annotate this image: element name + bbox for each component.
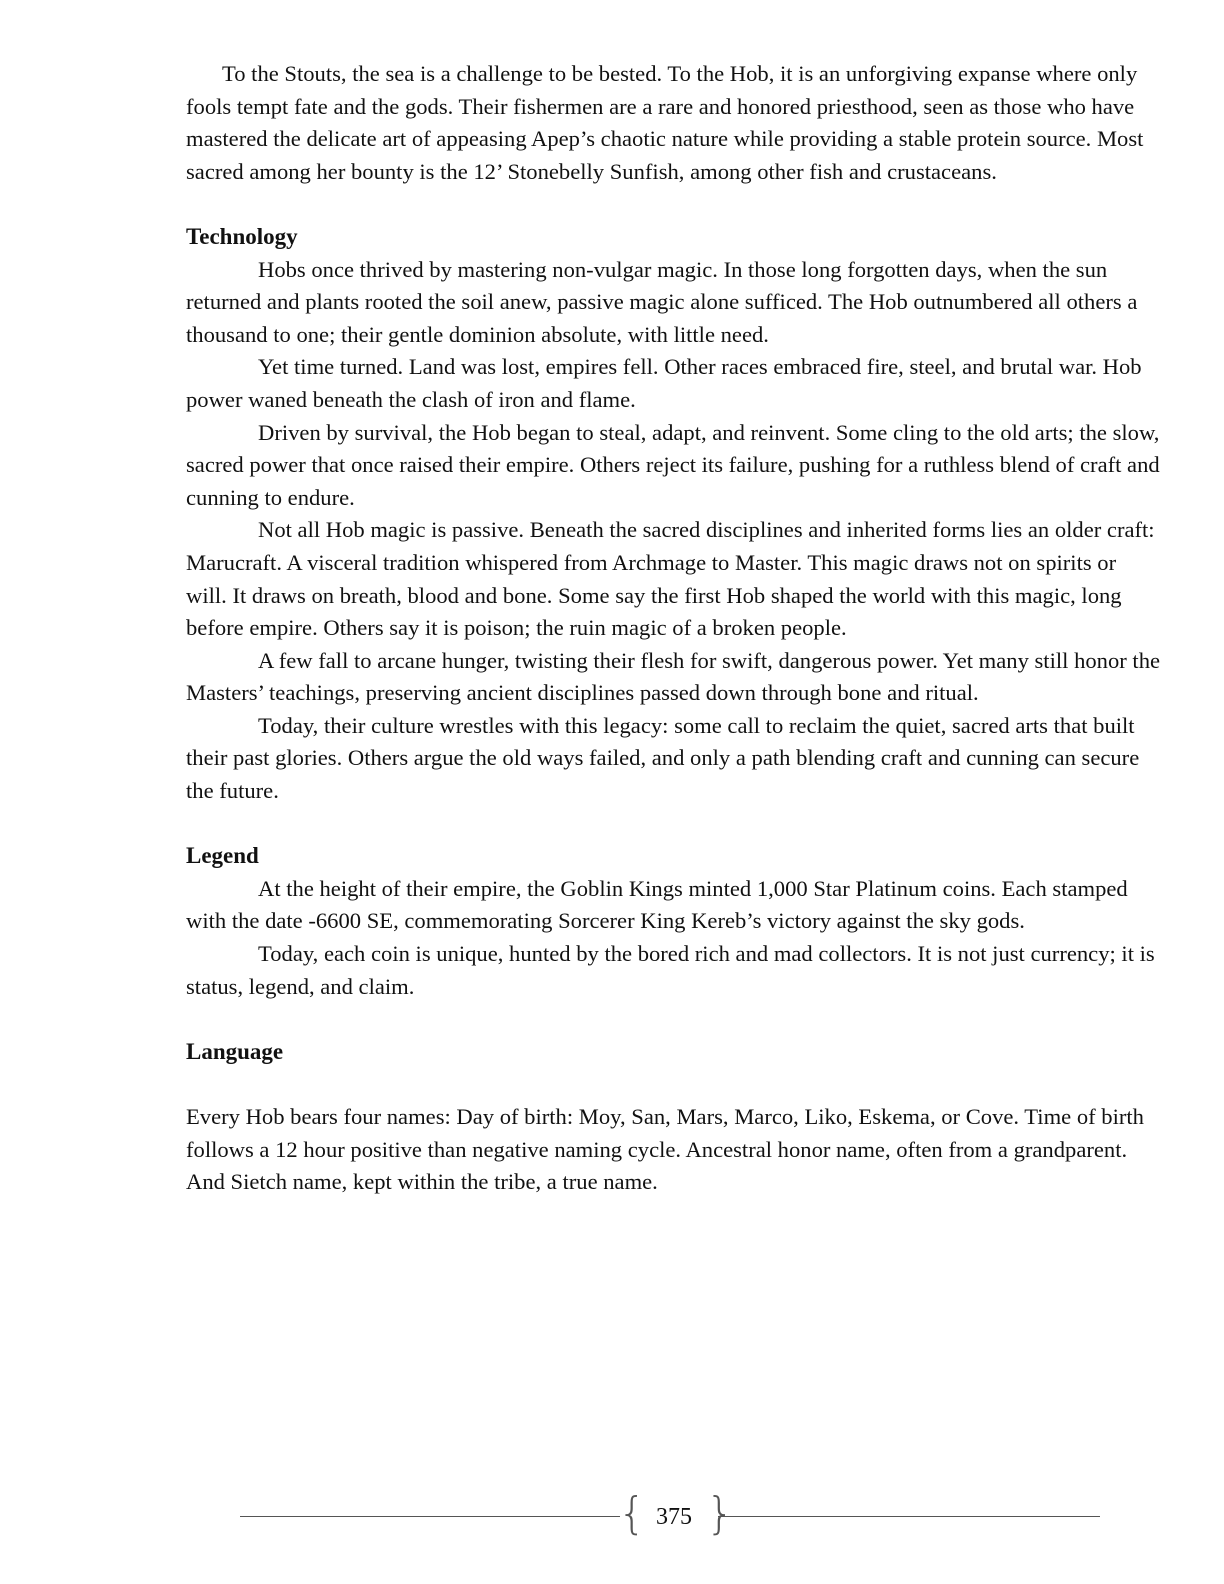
intro-paragraph: To the Stouts, the sea is a challenge to be bested. To the Hob, it is an unforgiving expanse where only fools tempt fate and the gods. Their fishermen are a rare and honored priesthood, seen as those who have mastered the delicate art of appeasing Apep’s chaotic nature while providing a stable protein source. Most sacred among her bounty is the 12’ Stonebelly Sunfish, among other fish and crustaceans. (186, 61, 1144, 184)
legend-paragraph-2: Today, each coin is unique, hunted by the bored rich and mad collectors. It is not just currency; it is status, legend, and claim. (186, 941, 1155, 999)
spacer (186, 808, 1161, 841)
footer-rule-right (718, 1516, 1100, 1517)
technology-paragraph-4: Not all Hob magic is passive. Beneath the sacred disciplines and inherited forms lies an older craft: Marucraft. A visceral tradition whispered from Archmage to Master. This magic draws not on spirits or will. It draws on breath, blood and bone. Some say the first Hob shaped the world with this magic, long before empire. Others say it is poison; the ruin magic of a broken people. (186, 517, 1155, 641)
footer-rule-left (240, 1516, 620, 1517)
spacer (186, 188, 1161, 221)
spacer (186, 1068, 1161, 1101)
technology-paragraph-2: Yet time turned. Land was lost, empires fell. Other races embraced fire, steel, and brutal war. Hob power waned beneath the clash of iron and flame. (186, 354, 1142, 412)
page-footer (240, 1488, 1100, 1540)
right-brace-icon: } (706, 1488, 734, 1539)
language-paragraph-1: Every Hob bears four names: Day of birth: Moy, San, Mars, Marco, Liko, Eskema, or Cove. Time of birth follows a 12 hour positive than negative naming cycle. Ancestral honor name, often from a grandparent. And Sietch name, kept within the tribe, a true name. (186, 1104, 1144, 1195)
legend-heading: Legend (186, 843, 259, 869)
language-heading: Language (186, 1038, 284, 1064)
technology-heading: Technology (186, 223, 298, 249)
technology-paragraph-6: Today, their culture wrestles with this legacy: some call to reclaim the quiet, sacred arts that built their past glories. Others argue the old ways failed, and only a path blending craft and cunning can secure the future. (186, 712, 1140, 804)
page-number: 375 (656, 1504, 692, 1530)
legend-paragraph-1: At the height of their empire, the Goblin Kings minted 1,000 Star Platinum coins. Each stamped with the date -6600 SE, commemorating Sorcerer King Kereb’s victory against the sky gods. (186, 875, 1128, 934)
page-body (186, 58, 1161, 1199)
left-brace-icon: { (618, 1488, 646, 1539)
technology-paragraph-1: Hobs once thrived by mastering non-vulgar magic. In those long forgotten days, when the sun returned and plants rooted the soil anew, passive magic alone sufficed. The Hob outnumbered all others a thousand to one; their gentle dominion absolute, with little need. (186, 256, 1138, 347)
technology-paragraph-3: Driven by survival, the Hob began to steal, adapt, and reinvent. Some cling to the old arts; the slow, sacred power that once raised their empire. Others reject its failure, pushing for a ruthless blend of craft and cunning to endure. (186, 419, 1160, 510)
spacer (186, 1003, 1161, 1036)
technology-paragraph-5: A few fall to arcane hunger, twisting their flesh for swift, dangerous power. Yet many still honor the Masters’ teachings, preserving ancient disciplines passed down through bone and ritual. (186, 647, 1161, 706)
